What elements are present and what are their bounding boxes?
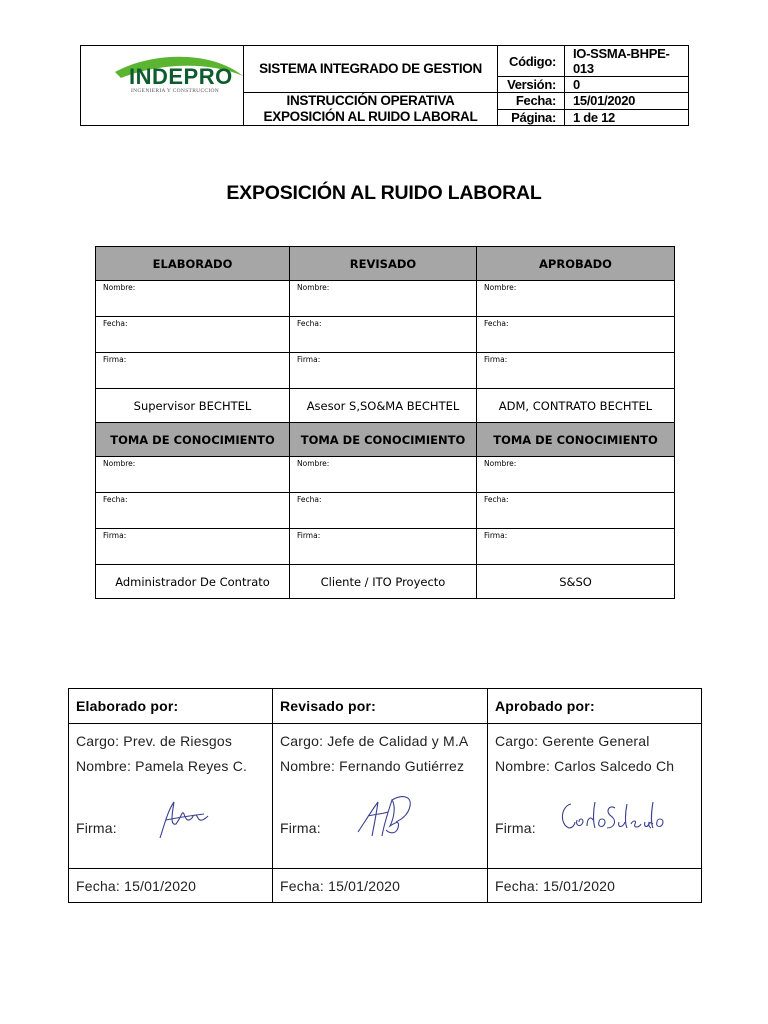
firma-field[interactable]: Firma: [96,529,290,565]
firma-label: Firma: [280,820,321,836]
grid-row-firma-2 [96,529,675,565]
role-label: Cliente / ITO Proyecto [290,565,477,599]
grid-header-elaborado: ELABORADO [96,247,290,281]
role-label: Supervisor BECHTEL [96,389,290,423]
signature-table [68,688,702,903]
handwritten-signature-3 [557,798,669,838]
handwritten-signature-2 [352,792,416,844]
firma-block [76,788,272,858]
fecha-field[interactable]: Fecha: [290,493,477,529]
document-header [80,45,689,126]
elaborado-por-header: Elaborado por: [69,689,273,724]
firma-block [280,788,487,858]
logo-cell [81,46,244,126]
grid-row-firma [96,353,675,389]
grid-header-revisado: REVISADO [290,247,477,281]
grid-roles-row-2 [96,565,675,599]
signature-cell-revisado [273,724,488,869]
grid-header-toma: TOMA DE CONOCIMIENTO [96,423,290,457]
firma-field[interactable]: Firma: [477,529,675,565]
cargo-text: Cargo: Prev. de Riesgos [76,733,233,749]
fecha-text: Fecha: 15/01/2020 [69,869,273,903]
nombre-text: Nombre: Fernando Gutiérrez [280,758,465,774]
cargo-text: Cargo: Jefe de Calidad y M.A [280,733,469,749]
fecha-field[interactable]: Fecha: [96,493,290,529]
signature-cell-elaborado [69,724,273,869]
grid-row-fecha [96,317,675,353]
nombre-text: Nombre: Pamela Reyes C. [76,758,248,774]
fecha-field[interactable]: Fecha: [477,317,675,353]
role-label: Asesor S,SO&MA BECHTEL [290,389,477,423]
nombre-field[interactable]: Nombre: [477,281,675,317]
role-label: ADM, CONTRATO BECHTEL [477,389,675,423]
fecha-field[interactable]: Fecha: [477,493,675,529]
signature-cell-aprobado [488,724,702,869]
svg-text:INDEPRO: INDEPRO [129,63,233,89]
system-name: SISTEMA INTEGRADO DE GESTION [244,46,498,93]
instruction-line-1: INSTRUCCIÓN OPERATIVA [286,93,455,108]
nombre-field[interactable]: Nombre: [96,281,290,317]
nombre-field[interactable]: Nombre: [290,281,477,317]
pagina-value: 1 de 12 [565,109,689,126]
cargo-text: Cargo: Gerente General [495,733,650,749]
fecha-field[interactable]: Fecha: [290,317,477,353]
revisado-por-header: Revisado por: [273,689,488,724]
fecha-field[interactable]: Fecha: [96,317,290,353]
firma-field[interactable]: Firma: [96,353,290,389]
fecha-text: Fecha: 15/01/2020 [273,869,488,903]
grid-roles-row [96,389,675,423]
grid-header-row-2 [96,423,675,457]
grid-header-toma: TOMA DE CONOCIMIENTO [290,423,477,457]
firma-field[interactable]: Firma: [290,353,477,389]
firma-field[interactable]: Firma: [290,529,477,565]
codigo-label: Código: [498,46,565,77]
indepro-logo [81,48,243,124]
document-title: EXPOSICIÓN AL RUIDO LABORAL [226,182,542,204]
version-value: 0 [565,77,689,93]
grid-header-row [96,247,675,281]
approval-grid [95,246,675,599]
role-label: Administrador De Contrato [96,565,290,599]
fecha-value: 15/01/2020 [565,93,689,110]
nombre-field[interactable]: Nombre: [96,457,290,493]
grid-header-aprobado: APROBADO [477,247,675,281]
aprobado-por-header: Aprobado por: [488,689,702,724]
nombre-field[interactable]: Nombre: [290,457,477,493]
signature-date-row [69,869,702,903]
handwritten-signature-1 [152,796,216,844]
firma-label: Firma: [495,820,536,836]
fecha-text: Fecha: 15/01/2020 [488,869,702,903]
pagina-label: Página: [498,109,565,126]
fecha-label: Fecha: [498,93,565,110]
firma-field[interactable]: Firma: [477,353,675,389]
nombre-text: Nombre: Carlos Salcedo Ch [495,758,675,774]
version-label: Versión: [498,77,565,93]
grid-row-nombre [96,281,675,317]
firma-label: Firma: [76,820,117,836]
grid-row-fecha-2 [96,493,675,529]
instruction-cell [244,93,498,126]
grid-header-toma: TOMA DE CONOCIMIENTO [477,423,675,457]
signature-header-row [69,689,702,724]
signature-body-row [69,724,702,869]
role-label: S&SO [477,565,675,599]
nombre-field[interactable]: Nombre: [477,457,675,493]
instruction-line-2: EXPOSICIÓN AL RUIDO LABORAL [263,109,478,124]
firma-block [495,788,701,858]
codigo-value: IO-SSMA-BHPE-013 [565,46,689,77]
svg-text:INGENIERIA Y CONSTRUCCION: INGENIERIA Y CONSTRUCCION [131,87,220,94]
grid-row-nombre-2 [96,457,675,493]
